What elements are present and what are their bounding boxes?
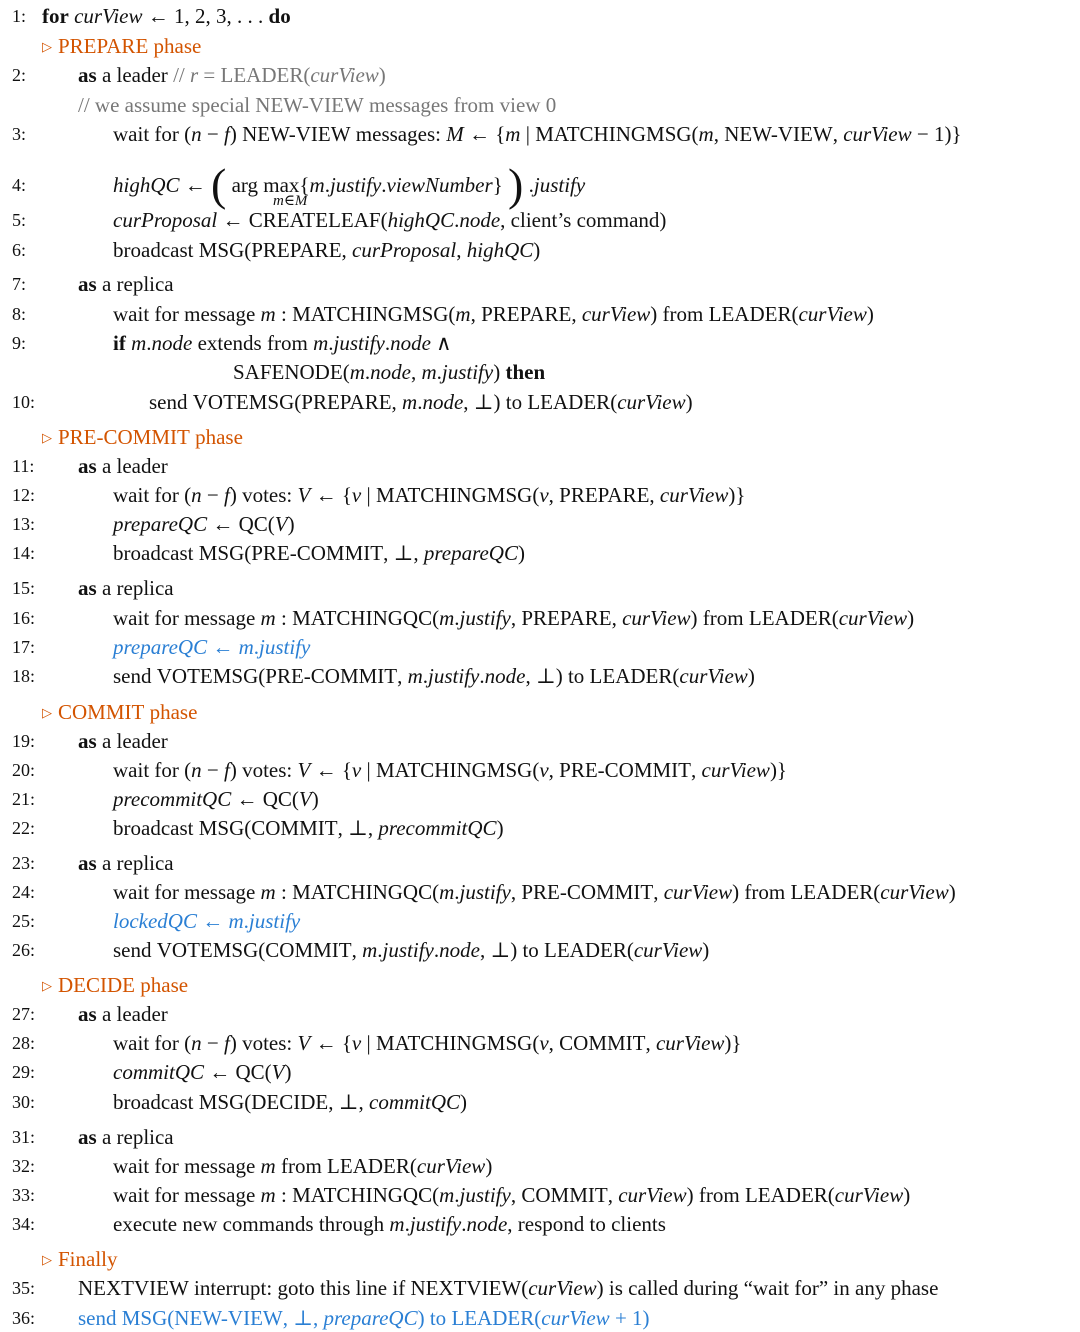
line-number: 8:: [12, 304, 27, 324]
code-text: prepareQC ← m.justify: [113, 635, 311, 659]
algorithm-line-7: [0, 272, 1080, 298]
algorithm-line-27: [0, 1002, 1080, 1028]
line-number: 10:: [12, 392, 36, 412]
algorithm-line-23: [0, 851, 1080, 877]
algorithm-line-28: [0, 1031, 1080, 1057]
code-text: wait for (n − f) votes: V ← {v | MATCHINGMSG(v, PREPARE, curView)}: [113, 483, 746, 507]
code-text: as a leader: [78, 729, 168, 753]
line-number: 35:: [12, 1278, 36, 1298]
line-number: 34:: [12, 1214, 36, 1234]
line-number: 3:: [12, 124, 27, 144]
phase-header: [0, 34, 1080, 60]
code-text: broadcast MSG(PREPARE, curProposal, highQC): [113, 238, 541, 262]
code-text: NEXTVIEW interrupt: goto this line if NEXTVIEW(curView) is called during “wait for” in any phase: [78, 1276, 939, 1300]
algorithm-line-13: [0, 512, 1080, 538]
line-number: 6:: [12, 240, 27, 260]
code-text: wait for message m : MATCHINGMSG(m, PREPARE, curView) from LEADER(curView): [113, 302, 874, 326]
code-text: for curView ← 1, 2, 3, . . . do: [42, 4, 291, 28]
algorithm-line-8: [0, 302, 1080, 328]
phase-label: ▷ PREPARE phase: [42, 34, 202, 58]
algorithm-line-22: [0, 816, 1080, 842]
algorithm-line-34: [0, 1212, 1080, 1238]
code-text: as a replica: [78, 272, 174, 296]
algorithm-line-31: [0, 1125, 1080, 1151]
code-text: wait for (n − f) votes: V ← {v | MATCHINGMSG(v, PRE-COMMIT, curView)}: [113, 758, 788, 782]
argmax-subscript: m∈M: [273, 193, 308, 209]
phase-label: ▷ DECIDE phase: [42, 973, 189, 997]
algorithm-line-30: [0, 1090, 1080, 1116]
line-number: 11:: [12, 456, 35, 476]
code-text: send VOTEMSG(PRE-COMMIT, m.justify.node, ⊥) to LEADER(curView): [113, 664, 755, 688]
algorithm-line-32: [0, 1154, 1080, 1180]
line-number: 18:: [12, 666, 36, 686]
code-text: execute new commands through m.justify.node, respond to clients: [113, 1212, 666, 1236]
algorithm-line-3: [0, 122, 1080, 148]
algorithm-line-36: [0, 1306, 1080, 1332]
algorithm-line-1: [0, 4, 1080, 30]
line-number: 12:: [12, 485, 36, 505]
line-number: 31:: [12, 1127, 36, 1147]
code-text: if m.node extends from m.justify.node ∧: [113, 331, 452, 355]
code-text: commitQC ← QC(V): [113, 1060, 292, 1084]
algorithm-line-6: [0, 238, 1080, 264]
line-number: 25:: [12, 911, 36, 931]
code-text: wait for message m : MATCHINGQC(m.justify, COMMIT, curView) from LEADER(curView): [113, 1183, 911, 1207]
algorithm-line-19: [0, 729, 1080, 755]
algorithm-line-14: [0, 541, 1080, 567]
algorithm-line-4: [0, 159, 1080, 210]
algorithm-line-15: [0, 576, 1080, 602]
line-number: 4:: [12, 175, 27, 195]
algorithm-line-10: [0, 390, 1080, 416]
code-text: precommitQC ← QC(V): [113, 787, 319, 811]
algorithm-line-25: [0, 909, 1080, 935]
phase-label: ▷ PRE-COMMIT phase: [42, 425, 243, 449]
code-text: as a replica: [78, 1125, 174, 1149]
algorithm-line-33: [0, 1183, 1080, 1209]
algorithm-line-29: [0, 1060, 1080, 1086]
algorithm-line-21: [0, 787, 1080, 813]
code-text: wait for (n − f) votes: V ← {v | MATCHINGMSG(v, COMMIT, curView)}: [113, 1031, 742, 1055]
code-text: prepareQC ← QC(V): [113, 512, 295, 536]
line-number: 7:: [12, 274, 27, 294]
code-text: broadcast MSG(DECIDE, ⊥, commitQC): [113, 1090, 467, 1114]
line-number: 32:: [12, 1156, 36, 1176]
algorithm-line-35: [0, 1276, 1080, 1302]
algorithm-line-24: [0, 880, 1080, 906]
code-text: lockedQC ← m.justify: [113, 909, 301, 933]
line-number: 19:: [12, 731, 36, 751]
code-text: as a replica: [78, 576, 174, 600]
phase-header: [0, 425, 1080, 451]
algorithm-line-2: [0, 63, 1080, 89]
code-text: highQC ← ( arg max{m.justify.viewNumber} ) .justify m∈M: [113, 165, 585, 197]
line-number: 36:: [12, 1308, 36, 1328]
algorithm-line-9: [0, 331, 1080, 357]
phase-label: ▷ COMMIT phase: [42, 700, 198, 724]
line-number: 28:: [12, 1033, 36, 1053]
line-number: 29:: [12, 1062, 36, 1082]
code-text: as a leader: [78, 454, 168, 478]
algorithm-line-5: [0, 208, 1080, 234]
code-text: send VOTEMSG(COMMIT, m.justify.node, ⊥) to LEADER(curView): [113, 938, 710, 962]
line-number: 13:: [12, 514, 36, 534]
algorithm-line-continuation: [0, 360, 1080, 386]
algorithm-line-18: [0, 664, 1080, 690]
line-number: 14:: [12, 543, 36, 563]
phase-header: [0, 700, 1080, 726]
algorithm-line-26: [0, 938, 1080, 964]
line-number: 27:: [12, 1004, 36, 1024]
line-number: 15:: [12, 578, 36, 598]
code-text: wait for (n − f) NEW-VIEW messages: M ← {m | MATCHINGMSG(m, NEW-VIEW, curView − 1)}: [113, 122, 962, 146]
line-number: 5:: [12, 210, 27, 230]
line-number: 2:: [12, 65, 27, 85]
algorithm-line-17: [0, 635, 1080, 661]
algorithm-line-11: [0, 454, 1080, 480]
line-number: 9:: [12, 333, 27, 353]
algorithm-line-16: [0, 606, 1080, 632]
line-number: 21:: [12, 789, 36, 809]
code-text: SAFENODE(m.node, m.justify) then: [233, 360, 546, 384]
line-number: 16:: [12, 608, 36, 628]
algorithm-line-12: [0, 483, 1080, 509]
code-text: broadcast MSG(PRE-COMMIT, ⊥, prepareQC): [113, 541, 525, 565]
line-number: 22:: [12, 818, 36, 838]
comment-text: // we assume special NEW-VIEW messages from view 0: [78, 93, 557, 117]
code-text: wait for message m from LEADER(curView): [113, 1154, 493, 1178]
line-number: 33:: [12, 1185, 36, 1205]
phase-label: ▷ Finally: [42, 1247, 118, 1271]
code-text: broadcast MSG(COMMIT, ⊥, precommitQC): [113, 816, 504, 840]
code-text: send MSG(NEW-VIEW, ⊥, prepareQC) to LEADER(curView + 1): [78, 1306, 650, 1330]
line-number: 23:: [12, 853, 36, 873]
code-text: send VOTEMSG(PREPARE, m.node, ⊥) to LEADER(curView): [149, 390, 693, 414]
code-text: wait for message m : MATCHINGQC(m.justify, PREPARE, curView) from LEADER(curView): [113, 606, 915, 630]
algorithm-line-20: [0, 758, 1080, 784]
code-text: as a replica: [78, 851, 174, 875]
phase-header: [0, 973, 1080, 999]
line-number: 17:: [12, 637, 36, 657]
line-number: 26:: [12, 940, 36, 960]
code-text: curProposal ← CREATELEAF(highQC.node, client’s command): [113, 208, 667, 232]
code-text: as a leader: [78, 1002, 168, 1026]
line-number: 20:: [12, 760, 36, 780]
code-text: wait for message m : MATCHINGQC(m.justify, PRE-COMMIT, curView) from LEADER(curView): [113, 880, 956, 904]
line-number: 1:: [12, 6, 27, 26]
phase-header: [0, 1247, 1080, 1273]
code-text: as a leader // r = LEADER(curView): [78, 63, 386, 87]
line-number: 24:: [12, 882, 36, 902]
algorithm-line-continuation: [0, 93, 1080, 119]
line-number: 30:: [12, 1092, 36, 1112]
